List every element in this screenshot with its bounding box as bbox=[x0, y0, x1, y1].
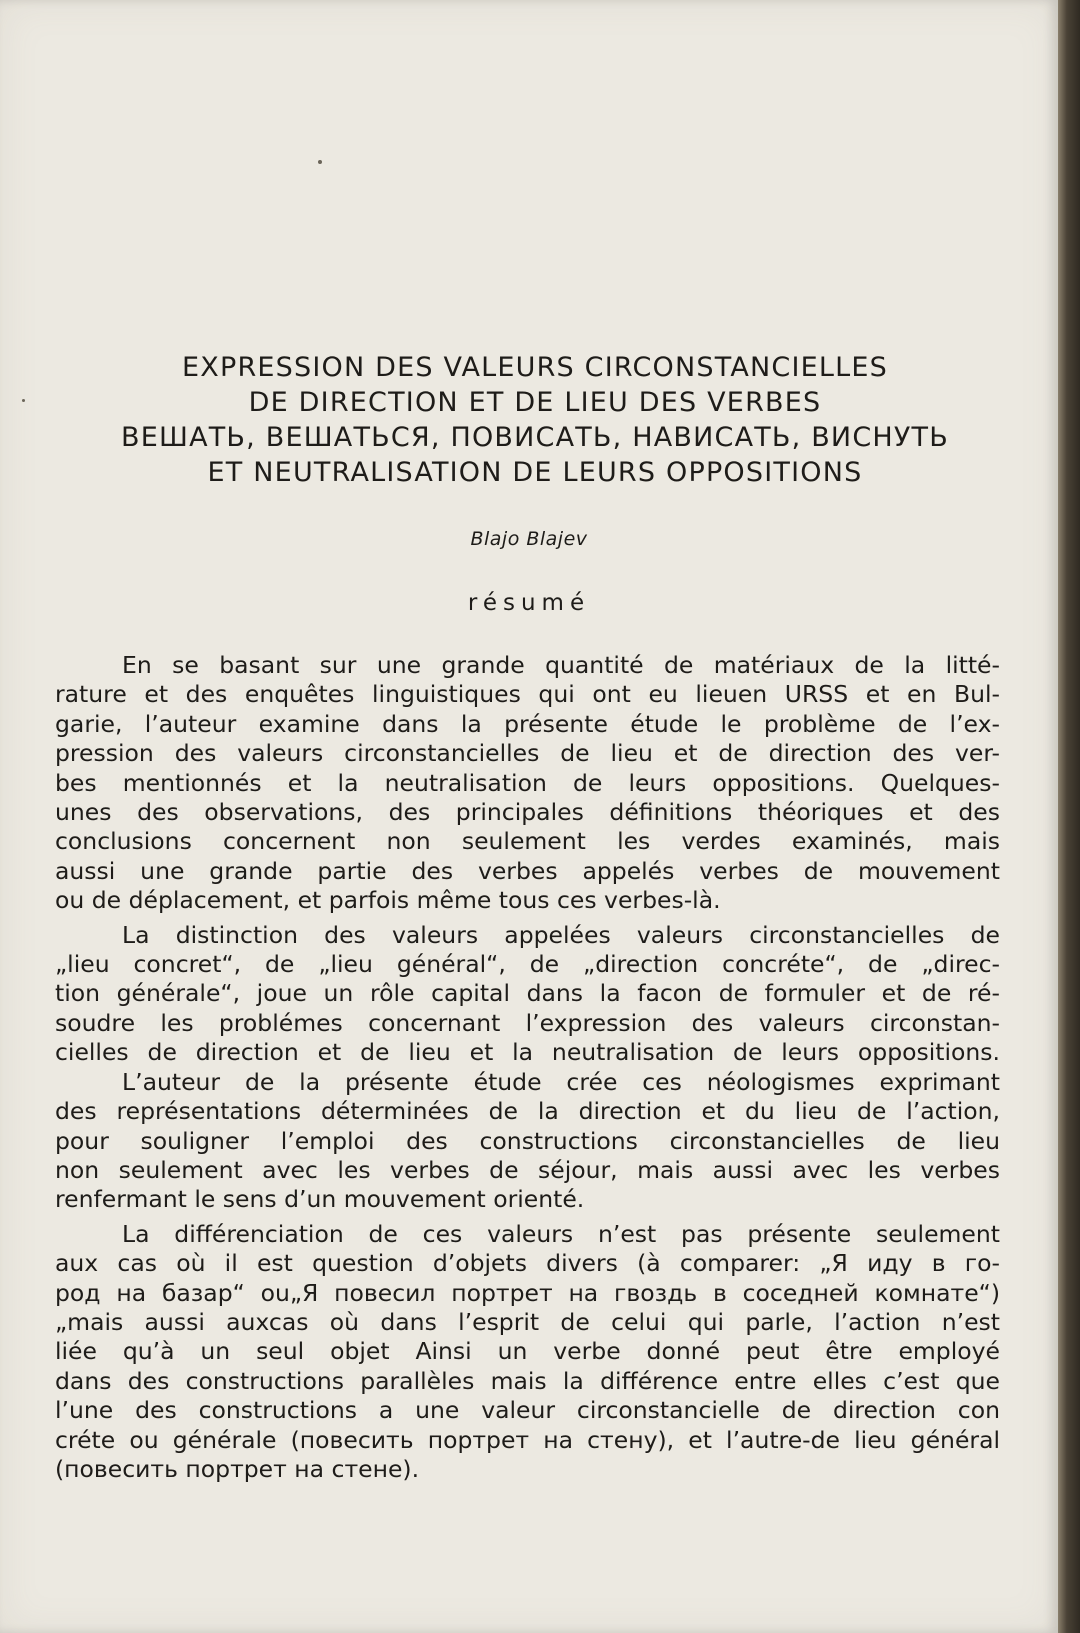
text-line: non seulement avec les verbes de séjour, mais aussi avec les verbes bbox=[55, 1155, 1000, 1184]
text-line: En se basant sur une grande quantité de matériaux de la litté- bbox=[122, 651, 1000, 679]
text-line: pour souligner l’emploi des constructions circonstancielles de lieu bbox=[55, 1126, 1000, 1155]
title-line: EXPRESSION DES VALEURS CIRCONSTANCIELLES bbox=[182, 352, 888, 383]
text-line: aux cas où il est question d’objets divers (à comparer: „Я иду в го- bbox=[55, 1249, 1000, 1278]
paragraph-3 bbox=[55, 1068, 1000, 1215]
text-line: dans des constructions parallèles mais la différence entre elles c’est que bbox=[55, 1366, 1000, 1395]
title-line: ВЕШАТЬ, ВЕШАТЬСЯ, ПОВИСАТЬ, НАВИСАТЬ, ВИСНУТЬ bbox=[121, 422, 949, 453]
text-line: conclusions concernent non seulement les verdes examinés, mais bbox=[55, 827, 1000, 856]
resume-body bbox=[55, 651, 1000, 1484]
text-line: La différenciation de ces valeurs n’est pas présente seulement bbox=[122, 1219, 1000, 1248]
text-line: créte ou générale (повесить портрет на стену), et l’autre-de lieu général bbox=[55, 1425, 1000, 1454]
text-line: La distinction des valeurs appelées valeurs circonstancielles de bbox=[122, 920, 1000, 949]
text-line: tion générale“, joue un rôle capital dans la facon de formuler et de ré- bbox=[55, 979, 1000, 1008]
text-line: renfermant le sens d’un mouvement orienté. bbox=[55, 1185, 585, 1214]
text-line: pression des valeurs circonstancielles de lieu et de direction des ver- bbox=[55, 739, 1000, 768]
title-line: ET NEUTRALISATION DE LEURS OPPOSITIONS bbox=[207, 457, 863, 488]
paragraph-4 bbox=[55, 1220, 1000, 1485]
text-line: (повесить портрет на стене). bbox=[55, 1454, 420, 1483]
text-line: soudre les problémes concernant l’expression des valeurs circonstan- bbox=[55, 1008, 1000, 1037]
text-line: cielles de direction et de lieu et la neutralisation de leurs oppositions. bbox=[55, 1038, 1000, 1067]
paragraph-1 bbox=[55, 651, 1000, 916]
book-binding-edge bbox=[1058, 0, 1080, 1633]
title-line: DE DIRECTION ET DE LIEU DES VERBES bbox=[248, 387, 822, 418]
text-line: род на базар“ ou„Я повесил портрет на гвоздь в соседней комнате“) bbox=[55, 1278, 1000, 1307]
paragraph-2 bbox=[55, 921, 1000, 1068]
text-line: unes des observations, des principales définitions théoriques et des bbox=[55, 798, 1000, 827]
resume-heading: résumé bbox=[467, 590, 591, 616]
text-line: garie, l’auteur examine dans la présente étude le problème de l’ex- bbox=[55, 709, 1000, 738]
paper-speck bbox=[22, 399, 25, 402]
text-line: aussi une grande partie des verbes appelés verbes de mouvement bbox=[55, 856, 1000, 885]
text-line: L’auteur de la présente étude crée ces néologismes exprimant bbox=[122, 1067, 1000, 1096]
text-line: ou de déplacement, et parfois même tous ces verbes-là. bbox=[55, 886, 721, 915]
article-title bbox=[40, 350, 1030, 490]
text-line: „mais aussi auxcas où dans l’esprit de celui qui parle, l’action n’est bbox=[55, 1307, 1000, 1336]
text-line: rature et des enquêtes linguistiques qui ont eu lieuen URSS et en Bul- bbox=[55, 680, 1000, 709]
text-line: bes mentionnés et la neutralisation de leurs oppositions. Quelques- bbox=[55, 768, 1000, 797]
text-line: l’une des constructions a une valeur circonstancielle de direction con bbox=[55, 1396, 1000, 1425]
paper-speck bbox=[318, 160, 322, 164]
text-line: „lieu concret“, de „lieu général“, de „direction concréte“, de „direc- bbox=[55, 950, 1000, 979]
text-line: liée qu’à un seul objet Ainsi un verbe donné peut être employé bbox=[55, 1337, 1000, 1366]
author-name: Blajo Blajev bbox=[470, 528, 588, 550]
text-line: des représentations déterminées de la direction et du lieu de l’action, bbox=[55, 1097, 1000, 1126]
